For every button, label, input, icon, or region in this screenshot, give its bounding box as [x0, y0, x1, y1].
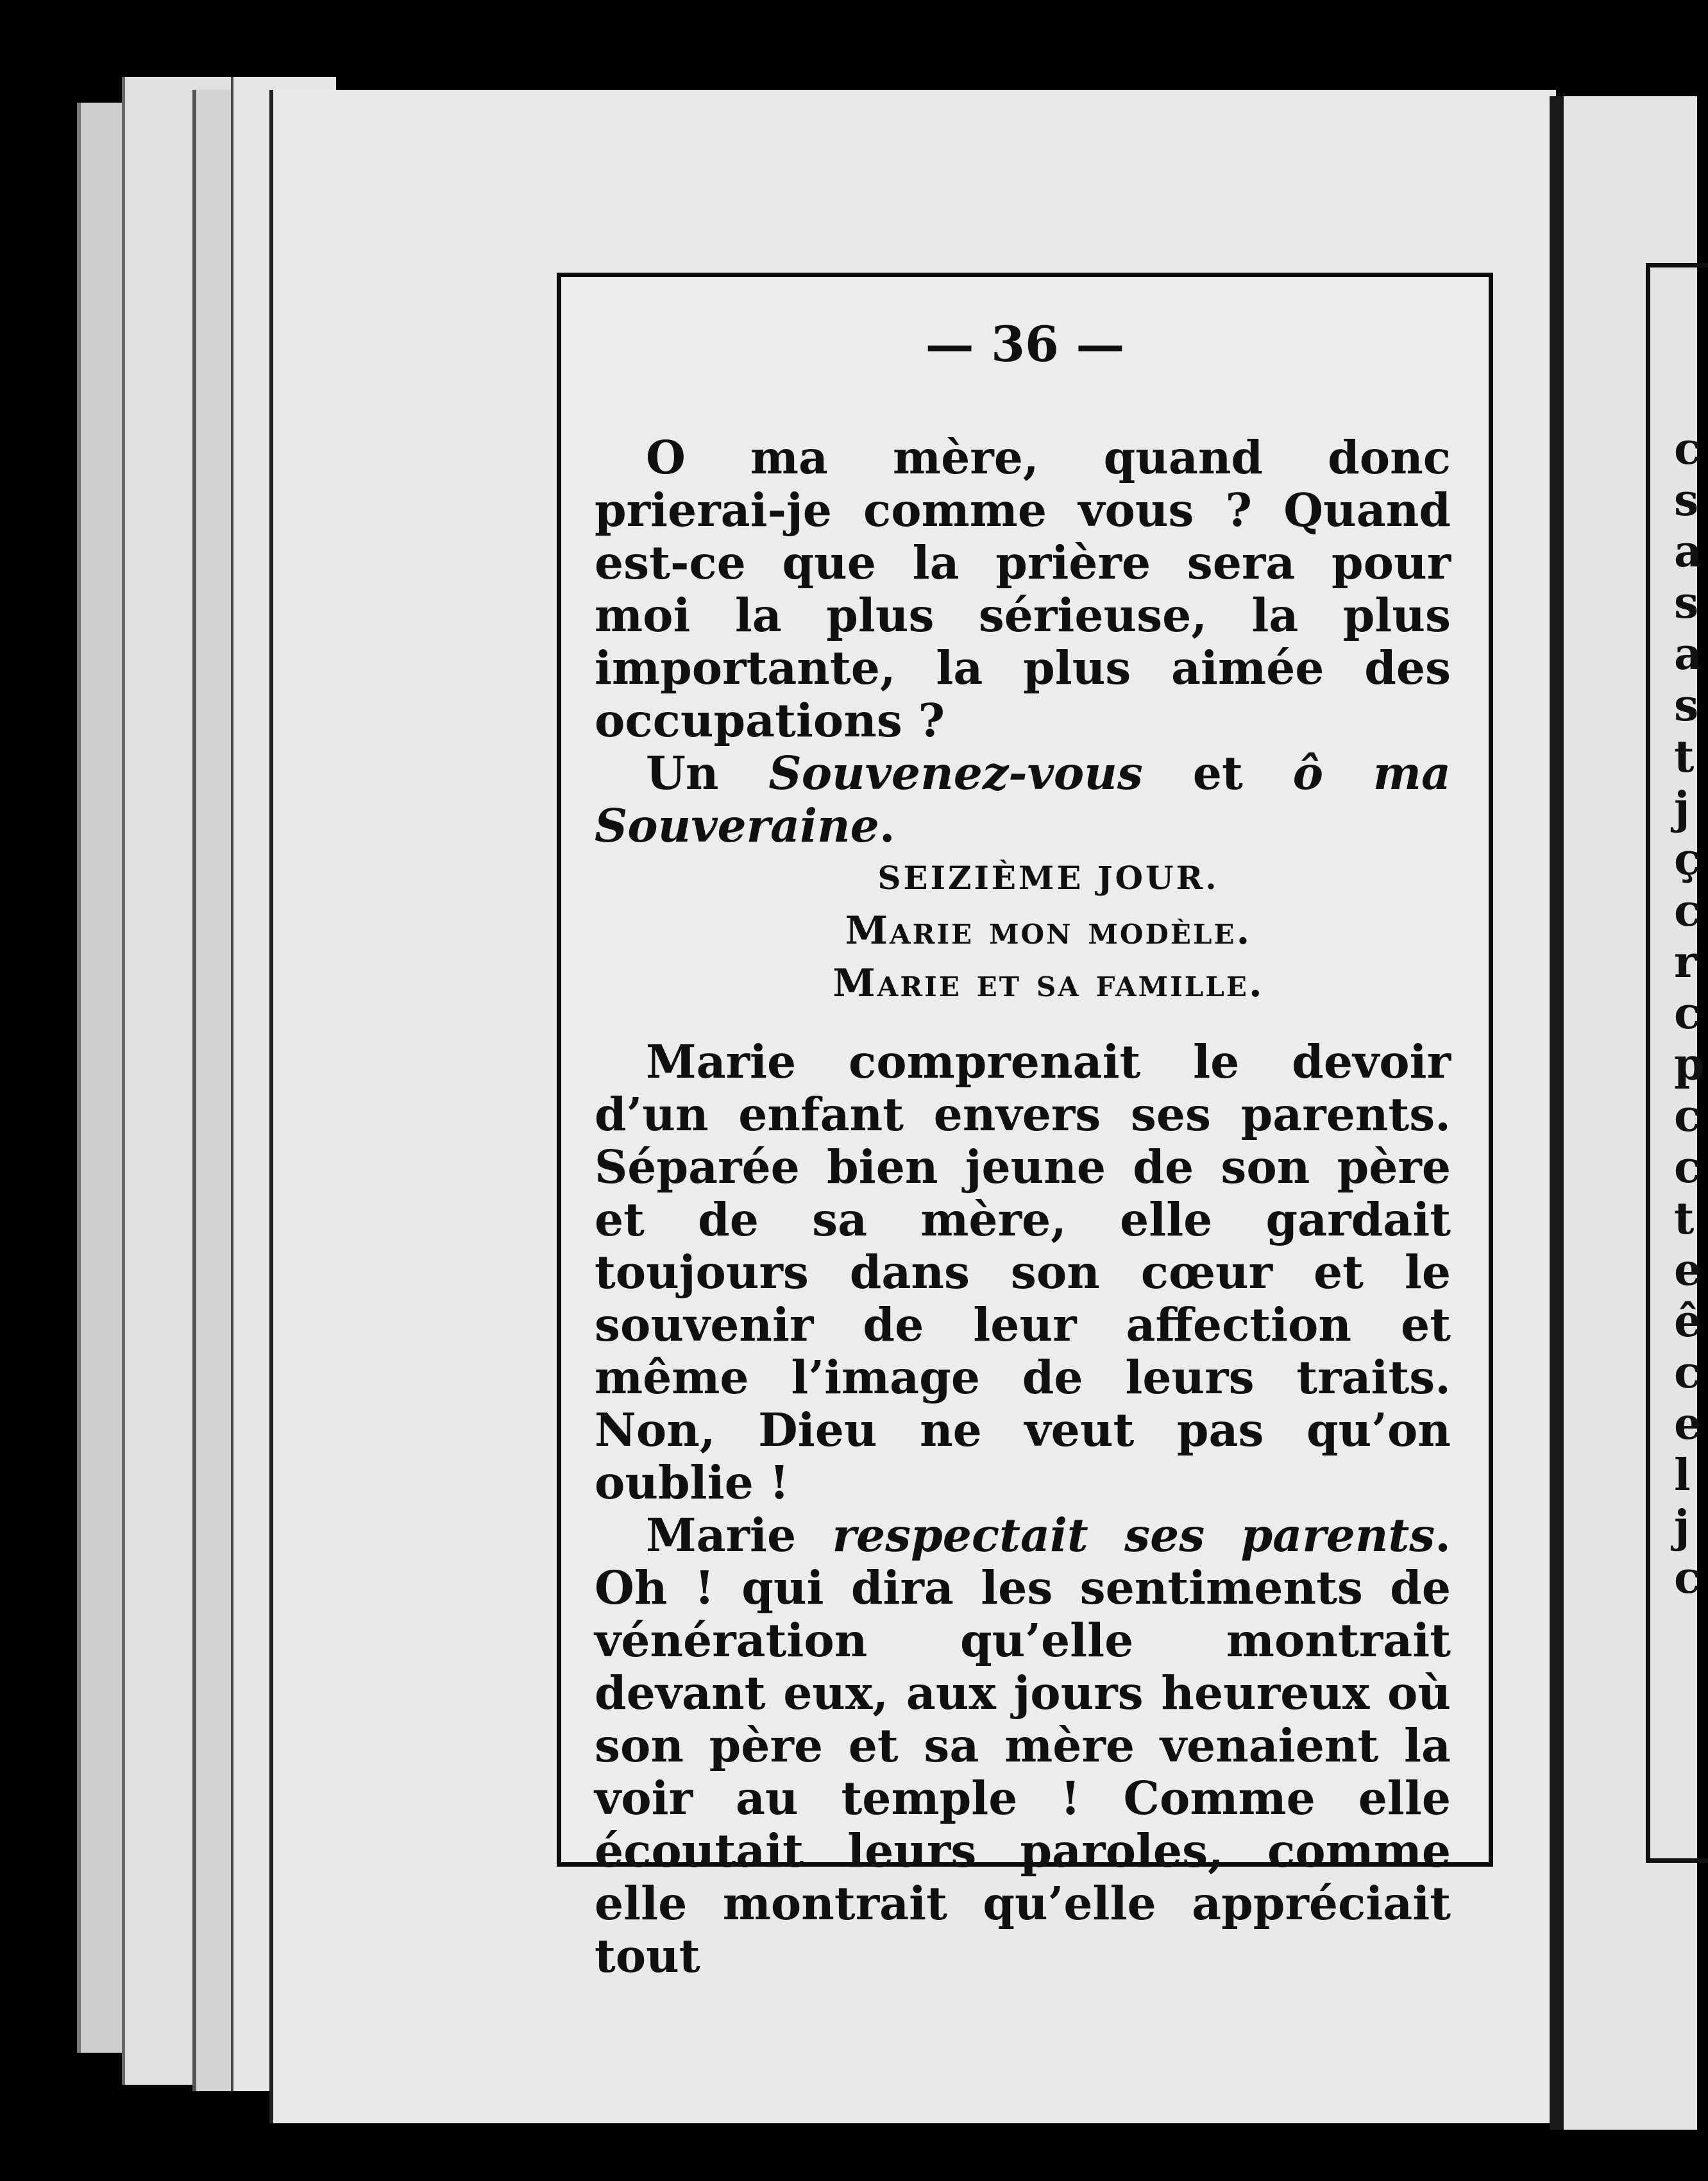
paragraph: O ma mère, quand donc prierai-je comme vous ? Quand est-ce que la prière sera pour moi la plus sérieuse, la plus importante, la plus aimée des occupations ?	[595, 430, 1451, 747]
text-run: Marie	[646, 1508, 833, 1562]
italic-text: ô ma Souveraine	[595, 746, 1451, 853]
section-title: Marie mon modèle.	[845, 908, 1252, 953]
paragraph	[595, 747, 1451, 852]
text-run: et	[1142, 746, 1293, 800]
book-gutter	[1550, 96, 1564, 2130]
day-heading: SEIZIÈME JOUR.	[877, 859, 1219, 897]
italic-text: Souvenez-vous	[768, 746, 1143, 800]
page-text	[595, 431, 1451, 1982]
text-frame	[557, 273, 1493, 1983]
adjacent-page-fragments: c s a s a s t j ç c r c p c c t e ê c e l j c	[1674, 423, 1705, 1604]
text-run: . Oh ! qui dira les sentiments de vénération qu’elle montrait devant eux, aux jours heureux où son père et sa mère venaient la voir au temple ! Comme elle écoutait leurs paroles, comme elle montrait qu’elle appréciait tout	[595, 1508, 1451, 1983]
paragraph	[595, 1509, 1451, 1982]
paragraph: Marie comprenait le devoir d’un enfant envers ses parents. Séparée bien jeune de son père et de sa mère, elle gardait toujours dans son cœur et le souvenir de leur affection et même l’image de leurs traits. Non, Dieu ne veut pas qu’on oublie !	[595, 1035, 1451, 1509]
text-run: .	[879, 799, 895, 853]
page-number: — 36 —	[925, 316, 1125, 373]
section-subtitle: Marie et sa famille.	[833, 961, 1264, 1006]
text-run: Un	[646, 746, 769, 800]
italic-text: respectait ses parents	[832, 1508, 1435, 1562]
